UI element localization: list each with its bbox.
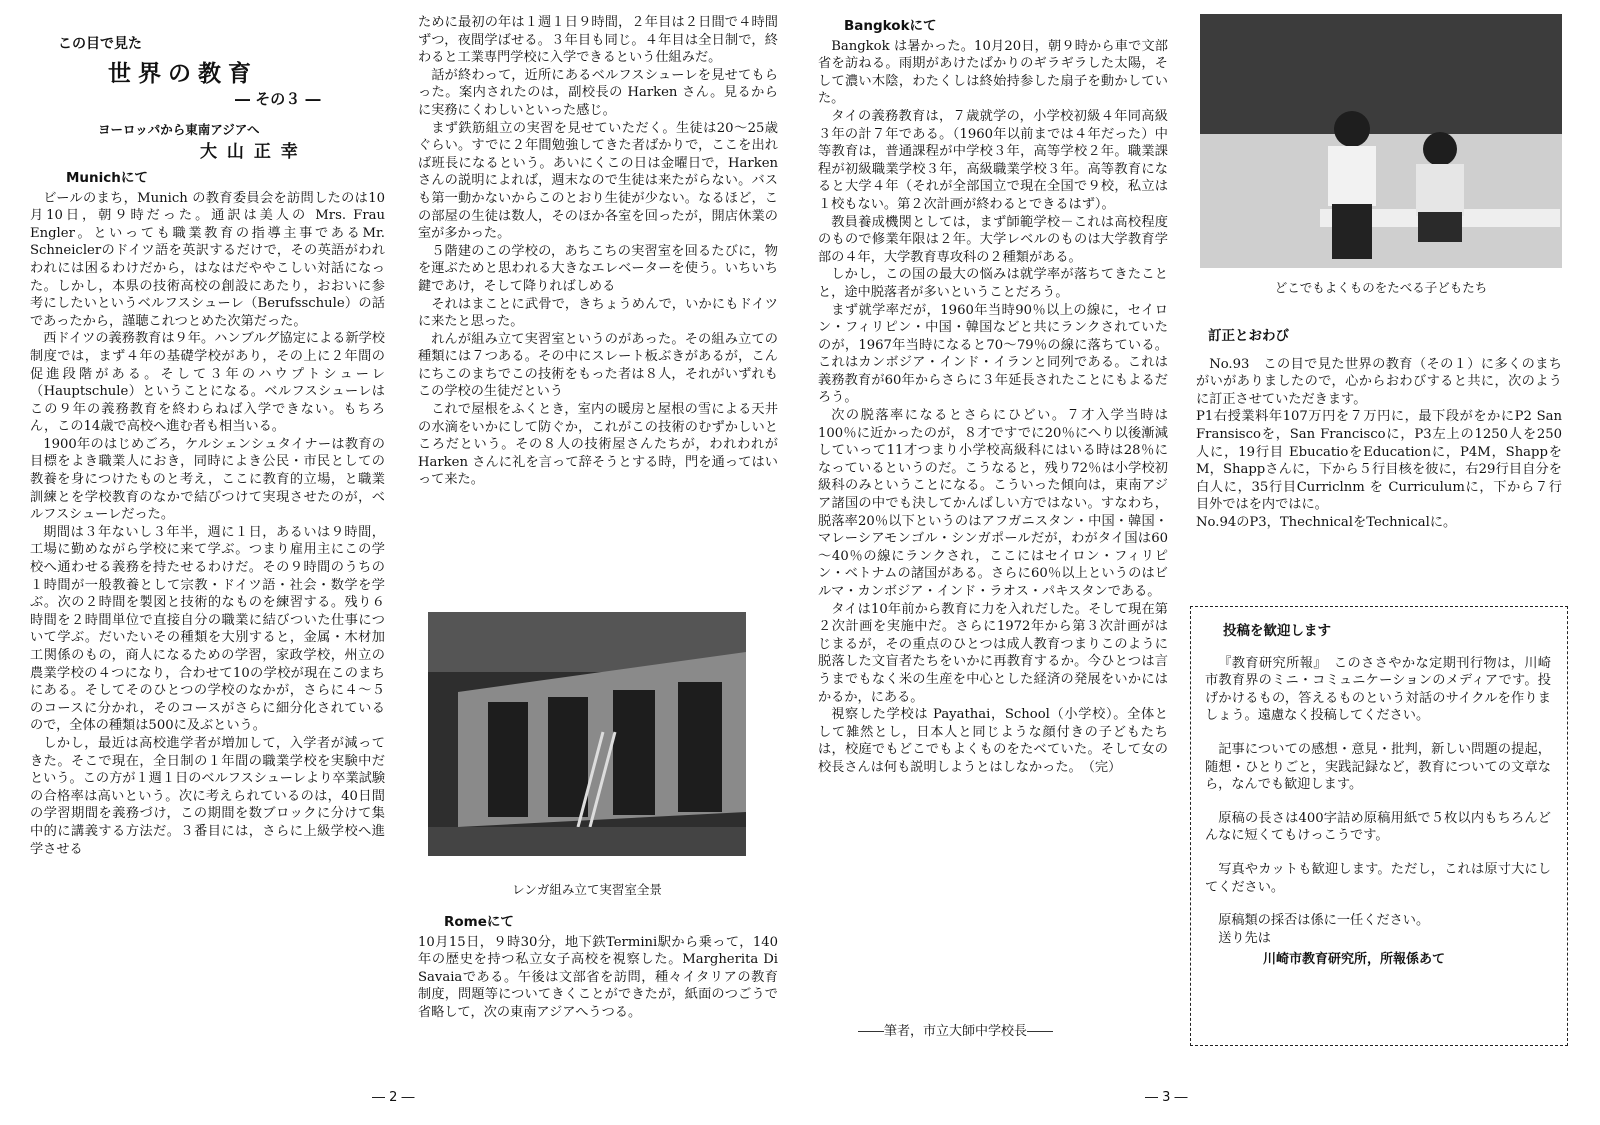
column-munich-cont bbox=[418, 14, 778, 489]
bangkok-heading: Bangkokにて bbox=[844, 18, 937, 34]
submission-paragraph: 送り先は bbox=[1218, 930, 1271, 946]
submission-notice bbox=[1205, 621, 1551, 969]
rome-paragraph: 10月15日，９時30分，地下鉄Termini駅から乗って，140年の歴史を持つ私立女子高校を視察した。Margherita Di Savaiaである。午後は文部省を訪問，種々イタリアの教育制度，問題等についてきくことができたが，紙面のつごうで省略して，次の東南アジアへうつる。 bbox=[418, 934, 778, 1020]
body-paragraph: ために最初の年は１週１日９時間，２年目は２日間で４時間ずつ，夜間学ばせる。３年目も同じ。４年目は全日制で，終わると工業専門学校に入学できるという仕組みだ。 bbox=[418, 15, 778, 66]
bangkok-paragraph: タイの義務教育は，７歳就学の，小学校初級４年同高級３年の計７年である。（1960年以前までは４年だった）中等教育は，普通課程が中学校３年，高等学校２年。職業課程が初級職業学校３年，高級職業学校３年。高等教育になると大学４年（それが全部国立で現在全国で９校，私立は１校もない。第２次計画が終わるとできるはず）。 bbox=[818, 108, 1168, 212]
bangkok-paragraph: 視察した学校は Payathai，School（小学校）。全体として雑然とし，日本人と同じような顔付きの子どもたちは，校庭でもどこでもよくものをたべていた。そして女の校長さんは何も説明しようとはしなかった。 （完） bbox=[818, 707, 1168, 775]
brick-photo-caption: レンガ組み立て実習室全景 bbox=[512, 882, 662, 897]
children-eating-photo bbox=[1200, 14, 1562, 268]
column-bangkok bbox=[818, 14, 1168, 777]
bangkok-paragraph: タイは10年前から教育に力を入れだした。そして現在第２次計画を実施中だ。さらに1972年から第３次計画がはじまるが，その重点のひとつは成人教育つまりこのように脱落した文盲者たちをいかに再教育するか。今ひとつは言うまでもなく米の生産を中心とした経済の発展をいかにはかるか，にある。 bbox=[818, 601, 1168, 705]
submission-heading: 投稿を歓迎します bbox=[1223, 623, 1331, 639]
page-number-right: ― 3 ― bbox=[1145, 1090, 1188, 1105]
submission-paragraph: 『教育研究所報』 このささやかな定期刊行物は，川崎市教育界のミニ・コミュニケーションのメディアです。投げかけるもの，答えるものという対話のサイクルを作りましょう。遠慮なく投稿してください。 bbox=[1205, 655, 1551, 724]
bangkok-paragraph: まず就学率だが，1960年当時90％以上の線に，セイロン・フィリピン・中国・韓国などと共にランクされていたのが，1967年当時になると70～79％の線に落ちている。これはカンボジア・インド・イランと同列である。これは義務教育が60年からさらに３年延長されたことにもよるだろう。 bbox=[818, 302, 1168, 406]
munich-paragraph: ビールのまち，Munich の教育委員会を訪問したのは10月10日，朝９時だった。通訳は美人の Mrs. Frau Engler。といっても職業教育の指導主事であるMr. Schneiclerのドイツ語を英訳するだけで，その英語がわれわれには困るわけだから，はなはだややこしい対話になった。しかし，本県の技術高校の創設にあたり，おおいに参考にしたいというベルフスシューレ（Berufsschule）の話であったから，謹聴これつとめた次第だった。 bbox=[30, 190, 385, 329]
submission-paragraph: 記事についての感想・意見・批判，新しい問題の提起，随想・ひとりごと，実践記録など，教育についての文章なら，なんでも歓迎します。 bbox=[1205, 741, 1551, 793]
correction-paragraph: No.94のP3，ThechnicalをTechnicalに。 bbox=[1196, 514, 1457, 530]
submission-paragraph: 写真やカットも歓迎します。ただし，これは原寸大にしてください。 bbox=[1205, 861, 1551, 895]
munich-paragraph: 西ドイツの義務教育は９年。ハンブルグ協定による新学校制度では，まず４年の基礎学校があり，その上に２年間の促進段階がある。そして３年のハウプトシューレ（Hauptschule）ということになる。ベルフスシューレはこの９年の義務教育を終わらねば入学できない。もちろん，この14歳で高校へ進む者も相当いる。 bbox=[30, 331, 385, 435]
article-subtitle: ヨーロッパから東南アジアへ bbox=[98, 121, 260, 137]
column-rome bbox=[418, 912, 778, 1022]
munich-heading: Munichにて bbox=[66, 169, 148, 186]
rome-heading: Romeにて bbox=[444, 914, 514, 930]
body-paragraph: まず鉄筋組立の実習を見せていただく。生徒は20～25歳ぐらい。すでに２年間勉強してきた者ばかりで，ここを出れば班長になるという。あいにくこの日は金曜日で，Harken さんの説明によれば，週末なので生徒は来たがらない。バスも第一動かないからこのとおり生徒が少ない。なるほど，この部屋の生徒は数人，そのほか各室を回ったが，開店休業の室が多かった。 bbox=[418, 120, 778, 242]
article-title: 世界の教育 bbox=[108, 60, 258, 87]
article-part: ― その３ ― bbox=[235, 90, 321, 109]
submission-paragraph: 原稿の長さは400字詰め原稿用紙で５枚以内もちろんどんなに短くてもけっこうです。 bbox=[1205, 810, 1551, 844]
brick-workshop-image bbox=[428, 612, 746, 856]
body-paragraph: これで屋根をふくとき，室内の暖房と屋根の雪による天井の水滴をいかにして防ぐか，これがこの技術のむずかしいところだという。その８人の技術屋さんたちが，われわれが Harken さんに礼を言って辞そうとする時，門を通ってはいって来た。 bbox=[418, 402, 778, 488]
column-munich bbox=[30, 14, 385, 858]
correction-paragraph: P1右授業料年107万円を７万円に，最下段がをかにP2 San Fransiscoを，San Franciscoに，P3左上の1250人を250人に，19行目 EbucatioをEducationに，P4M，ShappをM，Shappさんに，下から５行目核を彼に，右29行目自分を白人に，35行目Curriclnm を Curriculumに，下から７行目外ではを内ではに。 bbox=[1196, 409, 1562, 513]
munich-paragraph: 1900年のはじめごろ，ケルシェンシュタイナーは教育の目標をよき職業人におき，同時によき公民・市民としての教養を身につけたものと考え，ここに教育的立場，と職業訓練とを学校教育のなかで結びつけて実現させたのが，ベルフスシューレだった。 bbox=[30, 436, 385, 523]
bangkok-paragraph: 教員養成機関としては，まず師範学校－これは高校程度のもので修業年限は２年。大学レベルのものは大学教育学部の４年，大学教育専攻科の２種類がある。 bbox=[818, 214, 1168, 265]
author-byline: ――筆者，市立大師中学校長―― bbox=[858, 1024, 1054, 1039]
body-paragraph: それはまことに武骨で，きちょうめんで，いかにもドイツに来たと思った。 bbox=[418, 296, 778, 330]
body-paragraph: 話が終わって，近所にあるベルフスシューレを見せてもらった。案内されたのは，副校長の Harken さん。見るからに実務にくわしいといった感じ。 bbox=[418, 67, 778, 118]
page-number-left: ― 2 ― bbox=[372, 1090, 415, 1105]
correction-paragraph: No.93 この目で見た世界の教育（その１）に多くのまちがいがありましたので，心からおわびすると共に，次のように訂正させていただきます。 bbox=[1196, 356, 1562, 407]
bangkok-paragraph: しかし，この国の最大の悩みは就学率が落ちてきたことと，途中脱落者が多いということだろう。 bbox=[818, 267, 1168, 300]
bangkok-paragraph: Bangkok は暑かった。10月20日，朝９時から車で文部省を訪ねる。雨期があけたばかりのギラギラした太陽，そして濃い木陰，わたくしは終始持参した扇子を動かしていた。 bbox=[818, 38, 1168, 107]
article-kicker: この目で見た bbox=[58, 36, 142, 52]
submission-notice-box bbox=[1190, 606, 1568, 1046]
munich-paragraph: しかし，最近は高校進学者が増加して，入学者が減ってきた。そこで現在，全日制の１年間の職業学校を実験中だという。この方が１週１日のベルフスシューレより卒業試験の合格率は高いという。次に考えられているのは，40日間の学習期間を義務づけ，この期間を数ブロックに分けて集中的に講義する方法だ。３番目には，さらに上級学校へ進学させる bbox=[30, 735, 386, 857]
submission-address: 川崎市教育研究所，所報係あて bbox=[1263, 952, 1446, 968]
children-photo-caption: どこでもよくものをたべる子どもたち bbox=[1274, 280, 1488, 295]
munich-paragraph: 期間は３年ないし３年半，週に１日，あるいは９時間，工場に勤めながら学校に来て学ぶ。つまり雇用主にこの学校へ通わせる義務を持たせるわけだ。その９時間のうちの１時間が一般教養として宗教・ドイツ語・社会・数学を学ぶ。次の２時間を製図と技術的なものを練習する。残り６時間を２時間単位で直接自分の職業に結びついた仕事について学ぶ。だいたいその種類を大別すると，金属・木材加工関係のもの，商人になるための学習，家政学校，州立の農業学校の４つになり，合わせて10の学校が現在このまちにある。そしてそのひとつの学校のなかが，さらに４～５のコースに分かれ，そのコースがさらに細分化されているので，全体の種類は500に及ぶという。 bbox=[30, 524, 385, 734]
correction-heading: 訂正とおわび bbox=[1208, 328, 1289, 344]
brick-workshop-photo bbox=[428, 612, 746, 856]
children-image bbox=[1200, 14, 1562, 268]
submission-paragraph: 原稿類の採否は係に一任ください。 bbox=[1218, 913, 1430, 929]
body-paragraph: れんが組み立て実習室というのがあった。その組み立ての種類には７つある。その中にスレート板ぶきがあるが，こんにちこのまちでこの技術をもった者は８人，それがいずれもこの学校の生徒だという bbox=[418, 331, 778, 400]
body-paragraph: ５階建のこの学校の，あちこちの実習室を回るたびに，物を運ぶためと思われる大きなエレベーターを使う。いちいち鍵であけ，そして降りればしめる bbox=[418, 243, 778, 294]
article-author: 大 山 正 幸 bbox=[200, 142, 300, 163]
column-correction bbox=[1196, 326, 1562, 532]
bangkok-paragraph: 次の脱落率になるとさらにひどい。７才入学当時は100％に近かったのが，８才ですでに20％にへり以後漸減していって11才つまり小学校高級科にはいる時は28％になっているというのだ。こうなると，残り72％は小学校初級科のみということになる。こういった傾向は，東南アジア諸国の中でも決してかんばしい方ではない。すなわち，脱落率20％以下というのはアフガニスタン・中国・韓国・マレーシアモンゴル・シンガポールだが，わがタイ国は60～40％の線にランクされ，ここにはセイロン・フィリピン・ベトナムの諸国がある。さらに60％以上というのはビルマ・カンボジア・インド・ラオス・パキスタンである。 bbox=[818, 408, 1168, 599]
